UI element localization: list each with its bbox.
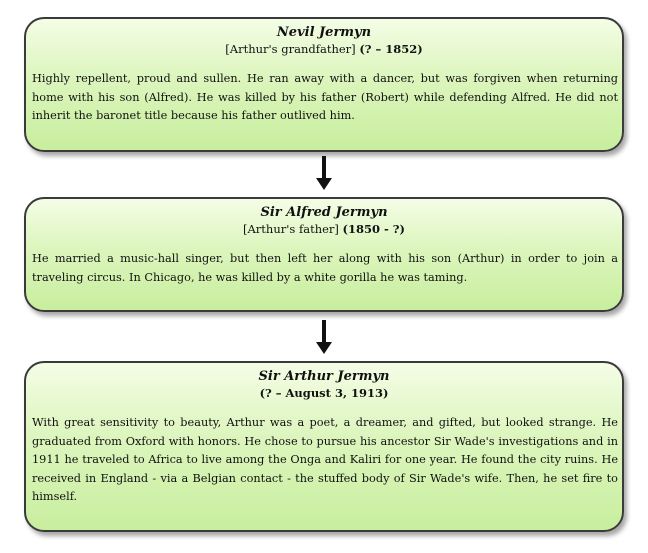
person-name: Sir Alfred Jermyn xyxy=(260,205,388,220)
down-arrow-icon xyxy=(313,320,335,355)
genealogy-box-alfred xyxy=(24,197,624,312)
down-arrow-icon xyxy=(313,156,335,191)
person-subtitle xyxy=(26,221,622,237)
person-description: He married a music-hall singer, but then left her along with his son (Arthur) in order to join a traveling circus. In Chicago, he was killed by a white gorilla he was taming. xyxy=(32,252,618,284)
genealogy-box-arthur xyxy=(24,361,624,532)
person-dates: (? – August 3, 1913) xyxy=(259,386,389,400)
person-subtitle xyxy=(26,41,622,57)
person-relation: [Arthur's father] xyxy=(243,222,339,236)
person-name: Sir Arthur Jermyn xyxy=(258,369,390,384)
person-relation: [Arthur's grandfather] xyxy=(225,42,356,56)
person-description: With great sensitivity to beauty, Arthur was a poet, a dreamer, and gifted, but looked strange. He graduated from Oxford with honors. He chose to pursue his ancestor Sir Wade's investigations and in 1911 he traveled to Africa to live among the Onga and Kaliri for one year. He found the city ruins. He received in England - via a Belgian contact - the stuffed body of Sir Wade's wife. Then, he set fire to himself. xyxy=(32,416,618,503)
person-dates: (? – 1852) xyxy=(359,42,423,56)
person-dates: (1850 - ?) xyxy=(342,222,405,236)
person-name: Nevil Jermyn xyxy=(276,25,372,40)
genealogy-box-nevil xyxy=(24,17,624,152)
person-subtitle xyxy=(26,385,622,401)
person-description: Highly repellent, proud and sullen. He ran away with a dancer, but was forgiven when returning home with his son (Alfred). He was killed by his father (Robert) while defending Alfred. He did not inherit the baronet title because his father outlived him. xyxy=(32,72,618,122)
